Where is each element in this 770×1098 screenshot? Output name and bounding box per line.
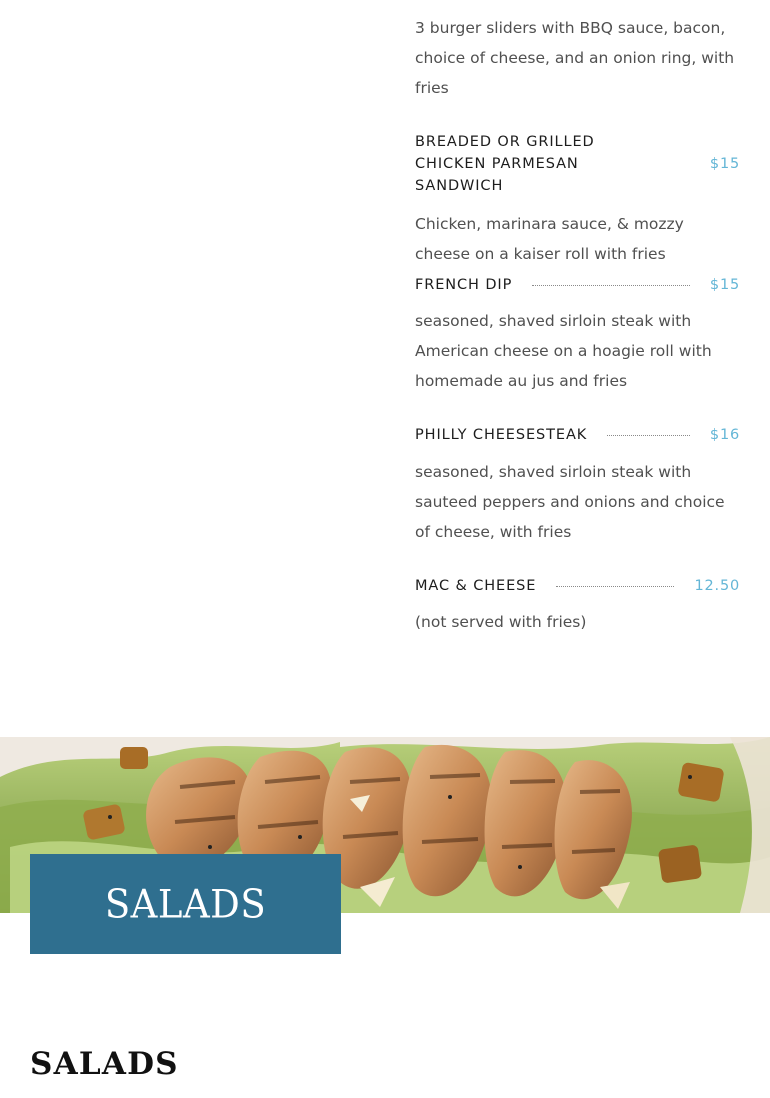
salads-banner-box xyxy=(30,854,341,954)
menu-item xyxy=(415,424,740,547)
cut-off-item-header xyxy=(415,0,740,2)
menu-item-header xyxy=(415,575,740,597)
menu-item-header xyxy=(415,424,740,446)
menu-item-description: 3 burger sliders with BBQ sauce, bacon, choice of cheese, and an onion ring, with fries xyxy=(415,19,735,97)
salads-section-heading: SALADS xyxy=(30,1046,179,1082)
menu-item-leader xyxy=(532,285,690,286)
menu-item xyxy=(415,575,740,637)
menu-item-header xyxy=(415,274,740,296)
menu-item-price: $16 xyxy=(709,427,740,443)
menu-item xyxy=(415,131,740,269)
menu-item-leader xyxy=(607,435,690,436)
menu-item-name: PHILLY CHEESESTEAK xyxy=(415,427,588,443)
menu-item-name: BREADED OR GRILLED CHICKEN PARMESAN SANDWICH xyxy=(415,134,595,194)
menu-item-leader xyxy=(556,586,674,587)
menu-item-description: (not served with fries) xyxy=(415,613,587,631)
menu-item-price: 12.50 xyxy=(694,578,740,594)
menu-item-price: $15 xyxy=(709,156,740,172)
cut-off-item-price xyxy=(694,0,734,2)
menu-item-header xyxy=(415,131,740,197)
menu-item xyxy=(415,13,740,103)
menu-item-description: Chicken, marinara sauce, & mozzy cheese on a kaiser roll with fries xyxy=(415,215,684,263)
cut-off-item-name xyxy=(415,0,535,2)
salads-banner-title: SALADS xyxy=(104,881,267,927)
menu-item-name: FRENCH DIP xyxy=(415,277,513,293)
menu-item xyxy=(415,274,740,396)
menu-item-price: $15 xyxy=(709,277,740,293)
menu-item-description: seasoned, shaved sirloin steak with American cheese on a hoagie roll with homemade au jus and fries xyxy=(415,312,712,390)
menu-item-name: MAC & CHEESE xyxy=(415,578,537,594)
menu-item-description: seasoned, shaved sirloin steak with sauteed peppers and onions and choice of cheese, with fries xyxy=(415,463,725,541)
